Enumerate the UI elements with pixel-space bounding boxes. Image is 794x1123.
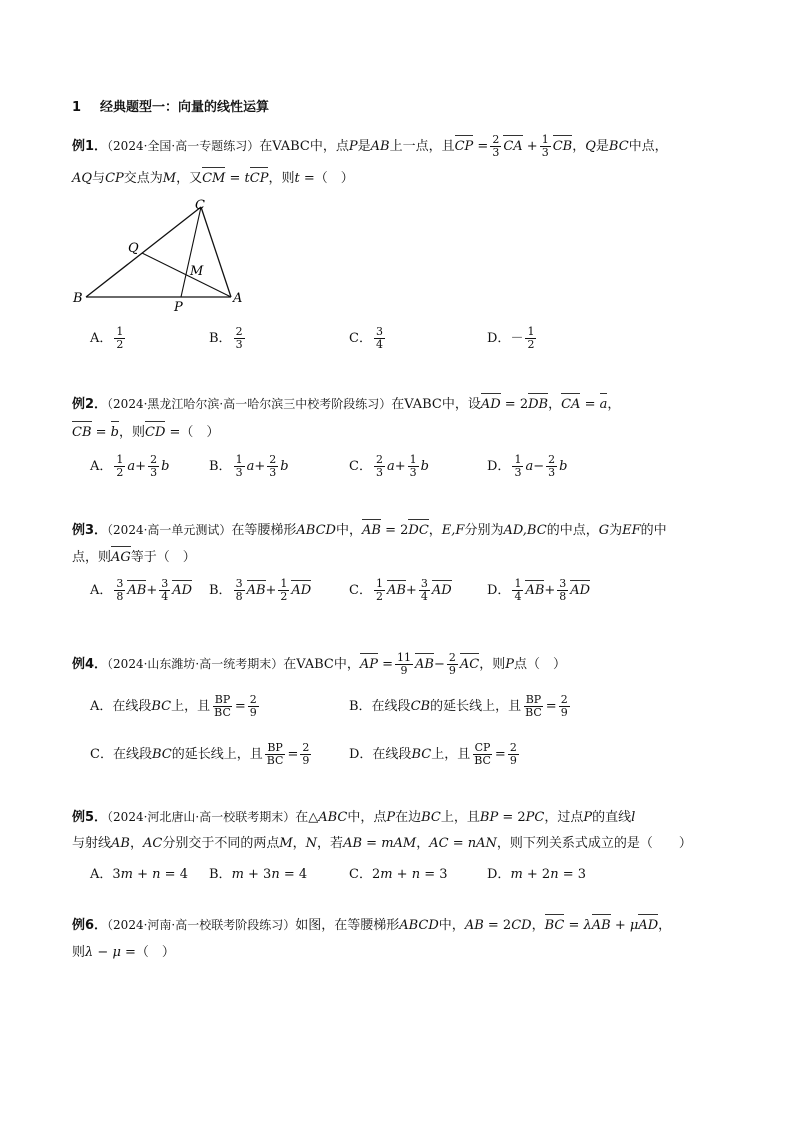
ex2-option-a[interactable]: A． $\frac{1}{2}$ a+ $\frac{2}{3}$ b xyxy=(90,453,170,479)
label-C: C xyxy=(195,198,205,213)
ex6-source: （2024·河南·高一校联考阶段练习） xyxy=(107,918,296,932)
ex1-option-a[interactable]: A． $\frac{1}{2}$ xyxy=(90,325,124,351)
ex3-line2: 点，则AG等于（ ） xyxy=(72,550,196,565)
label-M: M xyxy=(190,264,204,279)
ex5-label: 例5． xyxy=(72,810,108,825)
ex3-option-c[interactable]: C． $\frac{1}{2}$ AB+ $\frac{3}{4}$ AD xyxy=(349,577,452,603)
ex2-option-c[interactable]: C． $\frac{2}{3}$ a+ $\frac{1}{3}$ b xyxy=(349,453,429,479)
section-heading xyxy=(72,96,269,115)
ex2-line2: CB = b，则CD =（ ） xyxy=(72,425,220,440)
ex3-option-a[interactable]: A． $\frac{3}{8}$ AB+ $\frac{3}{4}$ AD xyxy=(90,577,193,603)
ex4-option-a[interactable]: A．在线段BC上，且 $\frac{BP}{BC}$ = $\frac{2}{9}$ xyxy=(90,693,257,719)
ex5-option-b[interactable]: B．m + 3n = 4 xyxy=(209,867,308,882)
ex4-option-b[interactable]: B．在线段CB的延长线上，且 $\frac{BP}{BC}$ = $\frac{2}{9}$ xyxy=(349,693,568,719)
ex1-option-c[interactable]: C． $\frac{3}{4}$ xyxy=(349,325,383,351)
ex1-line1: 例1．（2024·全国·高一专题练习）在VABC中，点P是AB上一点，且CP = $\frac{2}{3}$ CA + $\frac{1}{3}$ CB，Q是BC中点， xyxy=(72,133,668,159)
ex2-line1: 例2．（2024·黑龙江哈尔滨·高一哈尔滨三中校考阶段练习）在VABC中，设AD = 2DB，CA = a， xyxy=(72,397,621,412)
ex4-option-c[interactable]: C．在线段BC的延长线上，且 $\frac{BP}{BC}$ = $\frac{2}{9}$ xyxy=(90,741,310,767)
ex6-line2: 则λ − μ =（ ） xyxy=(72,945,175,960)
ex2-option-b[interactable]: B． $\frac{1}{3}$ a+ $\frac{2}{3}$ b xyxy=(209,453,289,479)
ex5-source: （2024·河北唐山·高一校联考期末） xyxy=(107,810,296,824)
ex4-label: 例4． xyxy=(72,657,108,672)
label-A: A xyxy=(233,291,243,306)
ex4-source: （2024·山东潍坊·高一统考期末） xyxy=(107,657,284,671)
label-Q: Q xyxy=(128,241,139,256)
ex3-label: 例3． xyxy=(72,523,108,538)
ex3-source: （2024·高一单元测试） xyxy=(107,523,232,537)
ex1-source: （2024·全国·高一专题练习） xyxy=(107,139,260,153)
ex1-line2: AQ与CP交点为M，又CM = tCP，则t =（ ） xyxy=(72,171,354,186)
ex3-line1: 例3．（2024·高一单元测试）在等腰梯形ABCD中，AB = 2DC，E,F分别为AD,BC的中点，G为EF的中 xyxy=(72,523,667,538)
label-P: P xyxy=(174,300,183,314)
ex5-line1: 例5．（2024·河北唐山·高一校联考期末）在△ABC中，点P在边BC上，且BP = 2PC，过点P的直线l xyxy=(72,810,636,825)
ex2-source: （2024·黑龙江哈尔滨·高一哈尔滨三中校考阶段练习） xyxy=(107,397,392,411)
ex2-option-d[interactable]: D． $\frac{1}{3}$ a− $\frac{2}{3}$ b xyxy=(487,453,568,479)
section-number: 1 xyxy=(72,100,82,115)
ex1-option-d[interactable]: D．－ $\frac{1}{2}$ xyxy=(487,325,535,351)
ex4-line1: 例4．（2024·山东潍坊·高一统考期末）在VABC中，AP = $\frac{11}{9}$ AB− $\frac{2}{9}$ AC，则P点（ ） xyxy=(72,651,567,677)
ex6-label: 例6． xyxy=(72,918,108,933)
ex5-line2: 与射线AB，AC分别交于不同的两点M，N，若AB = mAM，AC = nAN，则下列关系式成立的是（ ） xyxy=(72,836,692,851)
ex1-label: 例1． xyxy=(72,139,108,154)
ex5-option-d[interactable]: D．m + 2n = 3 xyxy=(487,867,587,882)
ex4-option-d[interactable]: D．在线段BC上，且 $\frac{CP}{BC}$ = $\frac{2}{9}$ xyxy=(349,741,517,767)
ex1-option-b[interactable]: B． $\frac{2}{3}$ xyxy=(209,325,243,351)
ex2-label: 例2． xyxy=(72,397,108,412)
ex5-option-a[interactable]: A．3m + n = 4 xyxy=(90,867,188,882)
label-B: B xyxy=(73,291,83,306)
ex6-line1: 例6．（2024·河南·高一校联考阶段练习）如图，在等腰梯形ABCD中，AB = 2CD，BC = λAB + μAD， xyxy=(72,918,672,933)
ex5-option-c[interactable]: C．2m + n = 3 xyxy=(349,867,448,882)
ex3-option-b[interactable]: B． $\frac{3}{8}$ AB+ $\frac{1}{2}$ AD xyxy=(209,577,312,603)
ex3-option-d[interactable]: D． $\frac{1}{4}$ AB+ $\frac{3}{8}$ AD xyxy=(487,577,591,603)
section-title: 经典题型一：向量的线性运算 xyxy=(100,100,270,115)
ex1-triangle-figure xyxy=(70,196,260,314)
